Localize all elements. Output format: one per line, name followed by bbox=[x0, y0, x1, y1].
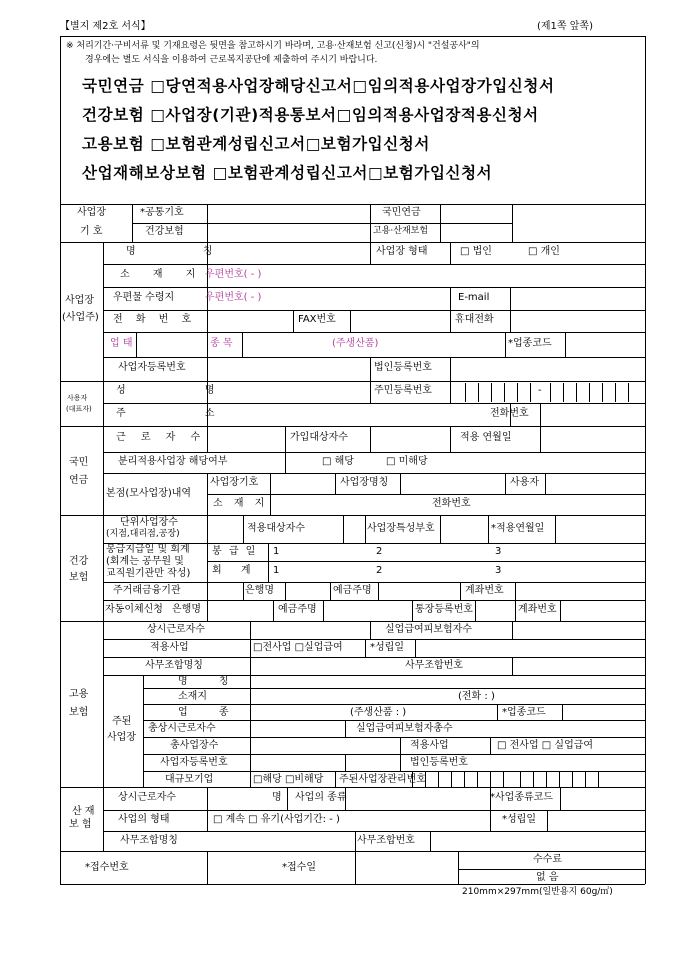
holder-label: 예금주명 bbox=[333, 585, 372, 596]
hq-user-label: 사용자 bbox=[510, 477, 539, 488]
m-apply-label: 적용사업 bbox=[410, 740, 449, 751]
apply-date-label: 적용 연월일 bbox=[460, 432, 512, 443]
payday-1: 1 bbox=[273, 546, 280, 557]
product-label: (주생산품) bbox=[332, 338, 379, 349]
common-symbol-label: *공통기호 bbox=[140, 207, 184, 218]
workplace-section-1: 사업장 bbox=[65, 295, 94, 306]
m-name-label: 명 칭 bbox=[178, 676, 243, 687]
title-industrial: 산업재해보상보험 □보험관계성립신고서□보험가입신청서 bbox=[82, 164, 493, 182]
notice-line-1: ※ 처리기간·구비서류 및 기재요령은 뒷면을 참고하시기 바라며, 고용·산재보험 신고(신청)시 "건설공사"의 bbox=[66, 41, 480, 51]
account-row-label: 회 계 bbox=[212, 565, 259, 576]
employment-section-1: 고용 bbox=[69, 689, 89, 700]
resident-label: 통장등록번호 bbox=[415, 604, 473, 615]
health-symbol-label: 건강보험 bbox=[145, 226, 184, 237]
ind-founded-label: *성립일 bbox=[502, 814, 536, 825]
apply-biz-label: 적용사업 bbox=[150, 642, 189, 653]
ind-form-label: 사업의 형태 bbox=[118, 814, 170, 825]
m-phone-label: (전화 : ) bbox=[458, 691, 495, 702]
account-3: 3 bbox=[495, 565, 502, 576]
ind-office-no-label: 사무조합번호 bbox=[357, 835, 415, 846]
founded-label: *성립일 bbox=[370, 642, 404, 653]
employer-address-label: 주 소 bbox=[116, 408, 253, 419]
m-address-label: 소재지 bbox=[178, 691, 207, 702]
pension-symbol-label: 국민연금 bbox=[382, 207, 421, 218]
benefit-insured-label: 실업급여피보험자수 bbox=[385, 624, 472, 635]
title-employment: 고용보험 □보험관계성립신고서□보험가입신청서 bbox=[82, 135, 430, 153]
frame-left bbox=[60, 36, 61, 884]
form-number: 【별지 제2호 서식】 bbox=[60, 21, 151, 32]
payday-3: 3 bbox=[495, 546, 502, 557]
employment-section-2: 보험 bbox=[69, 707, 89, 718]
receipt-no-label: *접수번호 bbox=[85, 862, 129, 873]
workplace-name-label: 명 칭 bbox=[126, 246, 245, 257]
separate-yes-checkbox[interactable]: □ 해당 bbox=[322, 456, 354, 467]
bank-name-label: 은행명 bbox=[245, 585, 274, 596]
office-no-label: 사무조합번호 bbox=[405, 660, 463, 671]
mail-address-label: 우편물 수령지 bbox=[113, 292, 175, 303]
corpreg-label: 법인등록번호 bbox=[374, 362, 432, 373]
health-date-label: *적용연월일 bbox=[491, 523, 545, 534]
fax-label: FAX번호 bbox=[298, 314, 336, 325]
health-section-1: 건강 bbox=[69, 556, 89, 567]
m-large-label: 대규모기업 bbox=[165, 774, 214, 785]
payday-label-2: (회계는 공무원 및 bbox=[106, 556, 184, 567]
hq-phone-label: 전화번호 bbox=[432, 498, 471, 509]
frame-top bbox=[60, 36, 645, 37]
payday-row-label: 봉 급 일 bbox=[212, 546, 258, 557]
phone-label: 전 화 번 호 bbox=[113, 314, 197, 325]
employ-symbol-label: 고용·산재보험 bbox=[373, 226, 429, 236]
account-no-label-2: 계좌번호 bbox=[518, 604, 557, 615]
workplace-section-2: (사업주) bbox=[62, 312, 99, 323]
ind-regular-label: 상시근로자수 bbox=[118, 792, 176, 803]
eligible-label: 적용대상자수 bbox=[247, 523, 305, 534]
regular-workers-label: 상시근로자수 bbox=[147, 624, 205, 635]
fee-value: 없 음 bbox=[536, 872, 559, 883]
symbol-label-2: 기 호 bbox=[80, 226, 103, 237]
m-units-label: 총사업장수 bbox=[170, 740, 219, 751]
members-label: 가입대상자수 bbox=[290, 432, 348, 443]
biz-type-label: 업 태 bbox=[110, 338, 133, 349]
address-label: 소 재 지 bbox=[120, 269, 206, 280]
m-apply-options[interactable]: □ 전사업 □ 실업급여 bbox=[497, 740, 594, 751]
sign-label: 사업장특성부호 bbox=[367, 523, 435, 534]
biz-item-label: 종 목 bbox=[210, 338, 233, 349]
account-no-label: 계좌번호 bbox=[465, 585, 504, 596]
employer-section-2: (대표자) bbox=[66, 405, 92, 413]
m-benefit-label: 실업급여피보험자총수 bbox=[356, 723, 453, 734]
separate-no-checkbox[interactable]: □ 미해당 bbox=[386, 456, 428, 467]
payday-label-1: 봉급지급일 및 회계 bbox=[106, 544, 190, 555]
employer-phone-label: 전화번호 bbox=[490, 408, 529, 419]
account-2: 2 bbox=[376, 565, 383, 576]
auto-debit-label: 자동이체신청 bbox=[105, 604, 163, 615]
ind-office-name-label: 사무조합명칭 bbox=[120, 835, 178, 846]
m-industry-code-label: *업종코드 bbox=[502, 707, 546, 718]
title-pension: 국민연금 □당연적용사업장해당신고서□임의적용사업장가입신청서 bbox=[82, 77, 555, 95]
workers-label: 근 로 자 수 bbox=[116, 432, 207, 443]
m-large-options[interactable]: □해당 □비해당 bbox=[253, 774, 324, 785]
postcode-field-2[interactable]: 우편번호( - ) bbox=[205, 292, 262, 303]
m-mgmt-label: 주된사업장관리번호 bbox=[339, 774, 426, 785]
ind-kind-label: 사업의 종류 bbox=[295, 792, 347, 803]
bank-name-label-2: 은행명 bbox=[172, 604, 201, 615]
title-health: 건강보험 □사업장(기관)적용통보서□임의적용사업장적용신청서 bbox=[82, 106, 539, 124]
m-bizreg-label: 사업자등록번호 bbox=[160, 757, 228, 768]
ind-unit-label: 명 bbox=[272, 792, 282, 803]
workplace-type-label: 사업장 형태 bbox=[376, 246, 428, 257]
payday-2: 2 bbox=[376, 546, 383, 557]
m-product-label: (주생산품 : ) bbox=[350, 707, 407, 718]
fee-label: 수수료 bbox=[533, 854, 562, 865]
frame-bottom bbox=[60, 884, 645, 885]
indiv-checkbox[interactable]: □ 개인 bbox=[528, 246, 560, 257]
employer-rrn-label: 주민등록번호 bbox=[374, 385, 432, 396]
main-site-label-1: 주된 bbox=[112, 716, 132, 727]
email-label: E-mail bbox=[458, 292, 490, 303]
health-section-2: 보험 bbox=[69, 572, 89, 583]
postcode-field[interactable]: 우편번호( - ) bbox=[205, 269, 262, 280]
paper-spec: 210mm×297mm(일반용지 60g/㎡) bbox=[462, 887, 613, 897]
frame-right bbox=[645, 36, 646, 884]
employer-section-1: 사용자 bbox=[67, 394, 88, 402]
payday-label-3: 교직원기관만 작성) bbox=[106, 568, 191, 579]
receipt-date-label: *접수일 bbox=[282, 862, 316, 873]
industrial-section-2: 보 험 bbox=[69, 819, 92, 830]
industrial-section-1: 산 재 bbox=[72, 806, 95, 817]
unit-count-label: 단위사업장수 bbox=[120, 517, 178, 528]
ind-code-label: *사업종류코드 bbox=[490, 792, 553, 803]
symbol-label-1: 사업장 bbox=[77, 207, 106, 218]
separate-label: 분리적용사업장 해당여부 bbox=[118, 456, 228, 467]
mobile-label: 휴대전화 bbox=[455, 314, 494, 325]
bizreg-label: 사업자등록번호 bbox=[118, 362, 186, 373]
hq-address-label: 소 재 지 bbox=[213, 498, 269, 509]
main-bank-label: 주거래금융기관 bbox=[113, 585, 181, 596]
apply-biz-options[interactable]: □전사업 □실업급여 bbox=[253, 642, 343, 653]
hq-symbol-label: 사업장기호 bbox=[210, 477, 259, 488]
office-name-label: 사무조합명칭 bbox=[145, 660, 203, 671]
main-site-label-2: 사업장 bbox=[107, 732, 136, 743]
notice-line-2: 경우에는 별도 서식을 이용하여 근로복지공단에 제출하여 주시기 바랍니다. bbox=[85, 55, 378, 65]
holder-label-2: 예금주명 bbox=[278, 604, 317, 615]
m-regular-label: 총상시근로자수 bbox=[148, 723, 216, 734]
hq-name-label: 사업장명칭 bbox=[340, 477, 389, 488]
account-1: 1 bbox=[273, 565, 280, 576]
rrn-dash: - bbox=[538, 385, 542, 396]
industry-code-label: *업종코드 bbox=[508, 338, 552, 349]
employer-name-label: 성 명 bbox=[116, 385, 253, 396]
page-indicator: (제1쪽 앞쪽) bbox=[537, 21, 593, 32]
m-corpreg-label: 법인등록번호 bbox=[410, 757, 468, 768]
hq-label: 본점(모사업장)내역 bbox=[106, 488, 192, 499]
pension-section-2: 연금 bbox=[69, 475, 89, 486]
m-biz-label: 업 종 bbox=[178, 707, 243, 718]
corp-checkbox[interactable]: □ 법인 bbox=[460, 246, 492, 257]
pension-section-1: 국민 bbox=[69, 457, 89, 468]
ind-form-options[interactable]: □ 계속 □ 유기(사업기간: - ) bbox=[213, 814, 340, 825]
unit-count-sub: (지점,대리점,공장) bbox=[106, 529, 180, 539]
